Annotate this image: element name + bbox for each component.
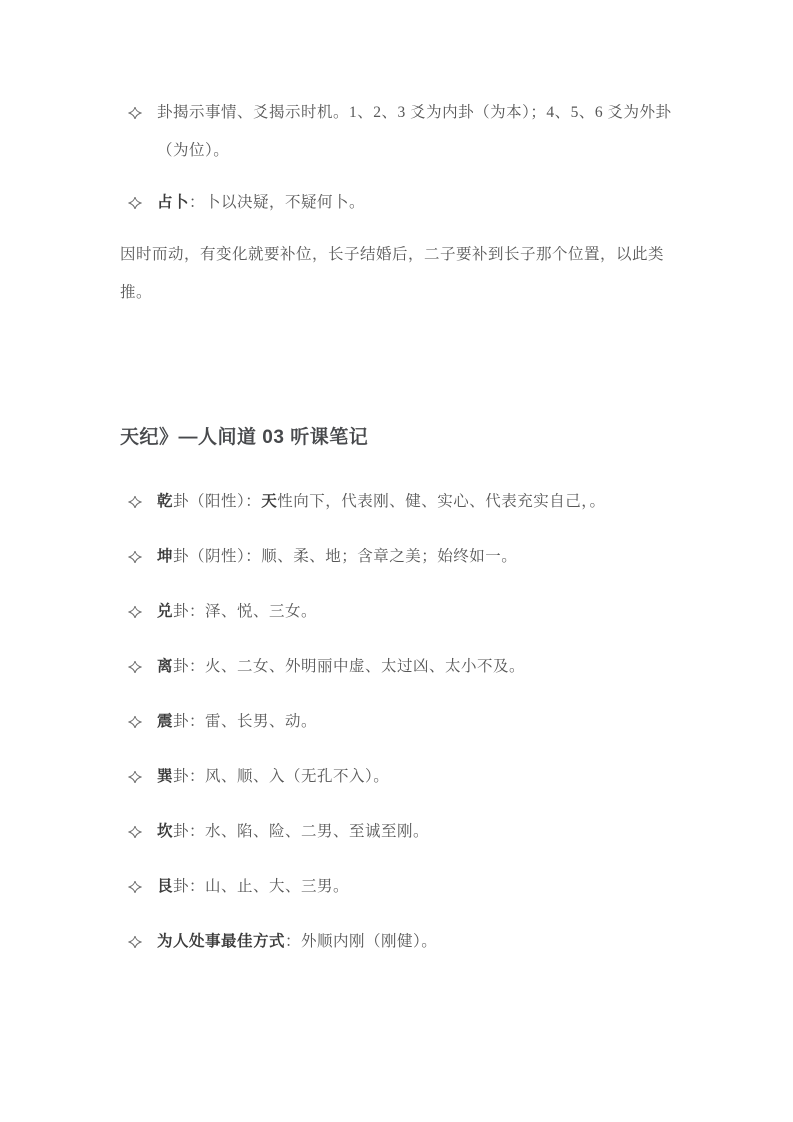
notes-bullet-list bbox=[120, 483, 675, 961]
top-bullet-list bbox=[120, 94, 675, 222]
list-item-text: 巽卦：风、顺、入（无孔不入）。 bbox=[157, 768, 390, 785]
four-pointed-star-icon bbox=[128, 868, 157, 906]
list-item-text: 坤卦（阴性）：顺、柔、地；含章之美；始终如一。 bbox=[157, 548, 518, 565]
four-pointed-star-icon bbox=[128, 813, 157, 851]
four-pointed-star-icon bbox=[128, 703, 157, 741]
list-item-text: 兑卦：泽、悦、三女。 bbox=[157, 603, 318, 620]
four-pointed-star-icon bbox=[128, 184, 157, 222]
list-item-text: 震卦：雷、长男、动。 bbox=[157, 713, 318, 730]
list-item-text: 占卜：卜以决疑，不疑何卜。 bbox=[157, 194, 366, 211]
list-item bbox=[120, 483, 675, 521]
four-pointed-star-icon bbox=[128, 648, 157, 686]
list-item bbox=[120, 813, 675, 851]
four-pointed-star-icon bbox=[128, 923, 157, 961]
four-pointed-star-icon bbox=[128, 758, 157, 796]
list-item bbox=[120, 94, 675, 170]
list-item bbox=[120, 758, 675, 796]
list-item-text: 乾卦（阳性）：天性向下，代表刚、健、实心、代表充实自己，。 bbox=[157, 493, 606, 510]
list-item bbox=[120, 923, 675, 961]
list-item bbox=[120, 184, 675, 222]
list-item-text: 艮卦：山、止、大、三男。 bbox=[157, 878, 350, 895]
four-pointed-star-icon bbox=[128, 94, 157, 132]
four-pointed-star-icon bbox=[128, 593, 157, 631]
list-item-text: 卦揭示事情、爻揭示时机。1、2、3 爻为内卦（为本）；4、5、6 爻为外卦（为位）。 bbox=[157, 104, 672, 159]
list-item bbox=[120, 593, 675, 631]
list-item-text: 为人处事最佳方式：外顺内刚（刚健）。 bbox=[157, 933, 438, 950]
four-pointed-star-icon bbox=[128, 483, 157, 521]
list-item bbox=[120, 648, 675, 686]
list-item bbox=[120, 538, 675, 576]
body-paragraph: 因时而动，有变化就要补位，长子结婚后，二子要补到长子那个位置，以此类推。 bbox=[120, 246, 665, 301]
list-item bbox=[120, 868, 675, 906]
list-item bbox=[120, 703, 675, 741]
list-item-text: 离卦：火、二女、外明丽中虚、太过凶、太小不及。 bbox=[157, 658, 526, 675]
list-item-text: 坎卦：水、陷、险、二男、至诚至刚。 bbox=[157, 823, 430, 840]
section-heading: 天纪》—人间道 03 听课笔记 bbox=[120, 427, 369, 448]
four-pointed-star-icon bbox=[128, 538, 157, 576]
